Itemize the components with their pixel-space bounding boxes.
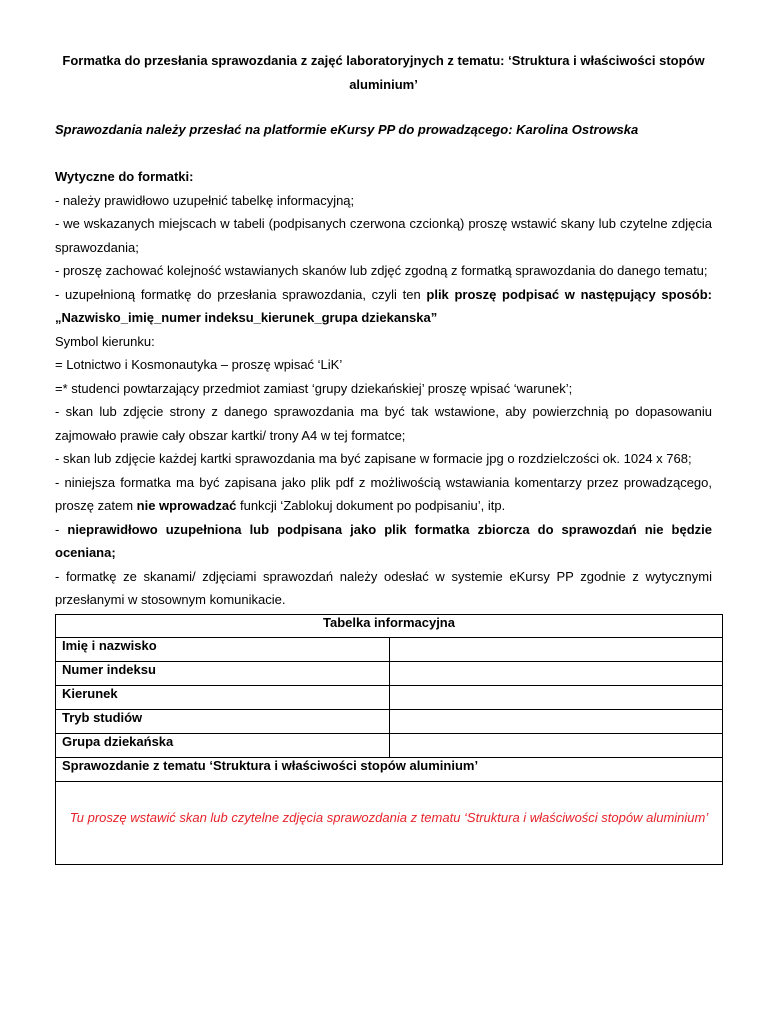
info-table-header: Tabelka informacyjna bbox=[56, 615, 723, 638]
guideline-11-bold: nieprawidłowo uzupełniona lub podpisana jako plik formatka zbiorcza do sprawozdań nie będzie oceniana; bbox=[55, 521, 712, 560]
guideline-10-text-c: funkcji ‘Zablokuj dokument po podpisaniu’, itp. bbox=[236, 498, 506, 513]
guideline-7: =* studenci powtarzający przedmiot zamiast ‘grupy dziekańskiej’ proszę wpisać ‘warunek’; bbox=[55, 380, 573, 396]
table-row bbox=[56, 734, 723, 758]
submission-instruction: Sprawozdania należy przesłać na platformie eKursy PP do prowadzącego: Karolina Ostrowska bbox=[55, 122, 639, 137]
row-label-name: Imię i nazwisko bbox=[56, 638, 390, 662]
row-value-group[interactable] bbox=[389, 734, 723, 758]
row-label-index: Numer indeksu bbox=[56, 662, 390, 686]
guideline-10 bbox=[55, 471, 712, 518]
table-row bbox=[56, 710, 723, 734]
guideline-6: = Lotnictwo i Kosmonautyka – proszę wpisać ‘LiK’ bbox=[55, 357, 343, 372]
guideline-4 bbox=[55, 283, 712, 330]
row-value-name[interactable] bbox=[389, 638, 723, 662]
guideline-2: - we wskazanych miejscach w tabeli (podpisanych czerwona czcionką) proszę wstawić skany lub czytelne zdjęcia sprawozdania; bbox=[55, 216, 712, 255]
guideline-11-dash: - bbox=[55, 521, 68, 537]
guideline-12: - formatkę ze skanami/ zdjęciami sprawozdań należy odesłać w systemie eKursy PP zgodnie z wytycznymi przesłanymi w stosownym komunikacie. bbox=[55, 568, 712, 607]
guideline-4-text: - uzupełnioną formatkę do przesłania sprawozdania, czyli ten bbox=[55, 286, 427, 302]
table-row bbox=[56, 638, 723, 662]
row-label-mode: Tryb studiów bbox=[56, 710, 390, 734]
document-title bbox=[55, 49, 712, 96]
row-label-group: Grupa dziekańska bbox=[56, 734, 390, 758]
guideline-9: - skan lub zdjęcie każdej kartki sprawozdania ma być zapisane w formacie jpg o rozdzielczości ok. 1024 x 768; bbox=[55, 451, 692, 466]
report-title-row: Sprawozdanie z tematu ‘Struktura i właściwości stopów aluminium’ bbox=[56, 758, 723, 782]
info-table bbox=[55, 614, 723, 865]
guideline-4-bold: plik proszę podpisać w następujący sposób: „Nazwisko_imię_numer indeksu_kierunek_grupa dziekanska” bbox=[55, 286, 712, 325]
row-value-index[interactable] bbox=[389, 662, 723, 686]
guidelines-heading: Wytyczne do formatki: bbox=[55, 169, 194, 184]
guideline-5: Symbol kierunku: bbox=[55, 333, 155, 349]
guideline-10-text-a: - niniejsza formatka ma być zapisana jako plik pdf z możliwością wstawiania komentarzy przez prowadzącego, proszę zatem bbox=[55, 474, 712, 513]
table-row bbox=[56, 686, 723, 710]
guideline-11 bbox=[55, 518, 712, 565]
guidelines-section bbox=[55, 165, 712, 612]
row-label-field: Kierunek bbox=[56, 686, 390, 710]
table-row bbox=[56, 662, 723, 686]
guideline-8: - skan lub zdjęcie strony z danego sprawozdania ma być tak wstawione, aby powierzchnią po dopasowaniu zajmowało prawie cały obszar kartki/ trony A4 w tej formatce; bbox=[55, 404, 712, 443]
row-value-mode[interactable] bbox=[389, 710, 723, 734]
row-value-field[interactable] bbox=[389, 686, 723, 710]
report-scan-placeholder[interactable]: Tu proszę wstawić skan lub czytelne zdjęcia sprawozdania z tematu ‘Struktura i właściwości stopów aluminium’ bbox=[56, 782, 723, 865]
guideline-3: - proszę zachować kolejność wstawianych skanów lub zdjęć zgodną z formatką sprawozdania do danego tematu; bbox=[55, 263, 708, 278]
title-line-1: Formatka do przesłania sprawozdania z zajęć laboratoryjnych z tematu: ‘Struktura i właściwości stopów bbox=[62, 53, 705, 68]
guideline-1: - należy prawidłowo uzupełnić tabelkę informacyjną; bbox=[55, 192, 355, 208]
title-line-2: aluminium’ bbox=[349, 76, 418, 92]
guideline-10-bold: nie wprowadzać bbox=[136, 498, 237, 513]
